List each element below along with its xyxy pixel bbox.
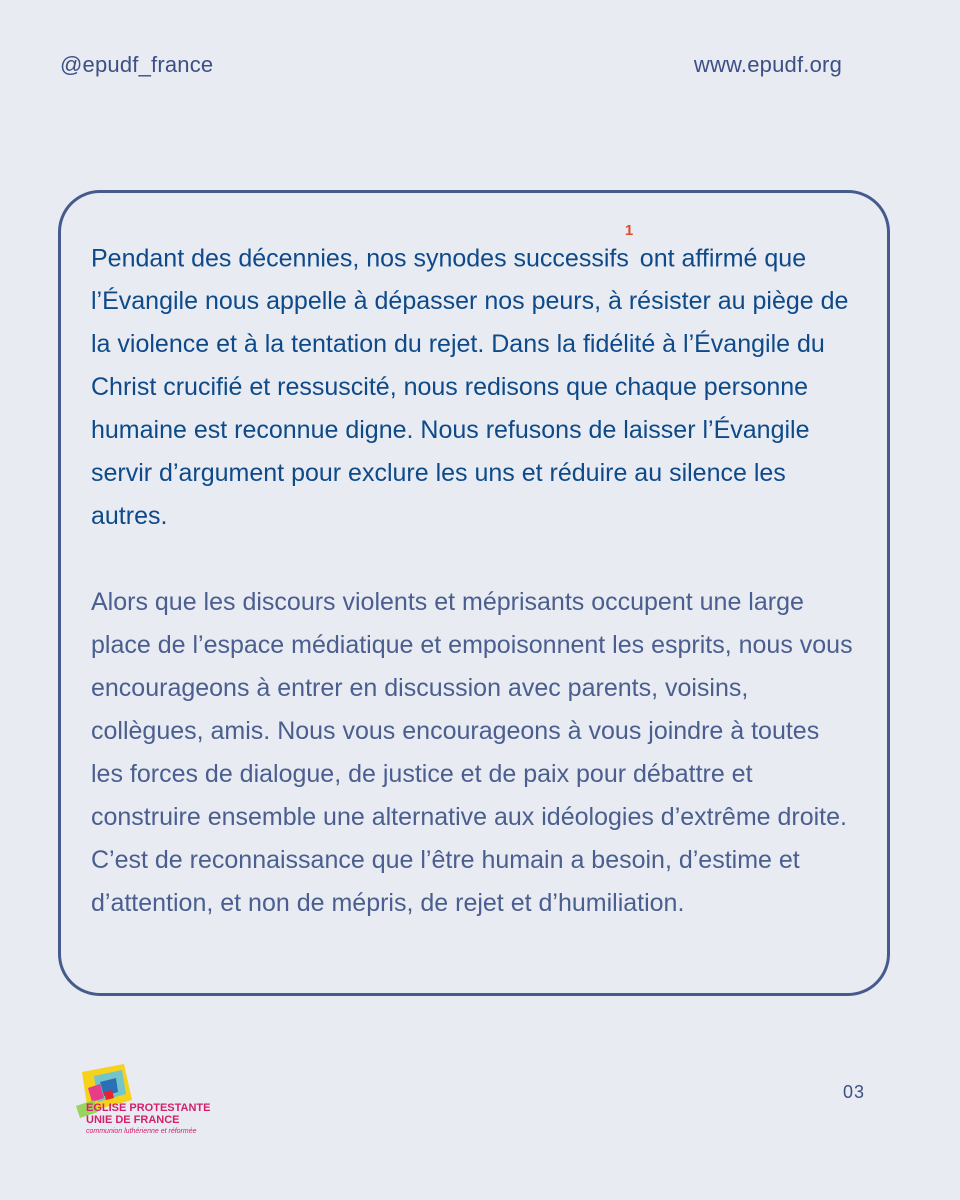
logo-line-1: EGLISE PROTESTANTE — [86, 1102, 211, 1114]
website-link[interactable]: www.epudf.org — [693, 52, 842, 77]
paragraph-1-start: Pendant des décennies, nos synodes successifs — [91, 244, 629, 273]
paragraph-1-rest: ont affirmé que l’Évangile nous appelle à dépasser nos peurs, à résister au piège de la violence et à la tentation du rejet. Dans la fidélité à l’Évangile du Christ crucifié et ressuscité, nous redisons que chaque personne humaine est reconnue digne. Nous refusons de laisser l’Évangile servir d’argument pour exclure les uns et réduire au silence les autres. — [91, 244, 849, 531]
text-card — [58, 190, 890, 996]
page-number: 03 — [842, 1082, 865, 1102]
logo-line-3: communion luthérienne et réformée — [86, 1128, 197, 1135]
social-handle: @epudf_france — [60, 52, 214, 77]
paragraph-2: Alors que les discours violents et méprisants occupent une large place de l’espace médiatique et empoisonnent les esprits, nous vous encourageons à entrer en discussion avec parents, voisins, collègues, amis. Nous vous encourageons à vous joindre à toutes les forces de dialogue, de justice et de paix pour débattre et construire ensemble une alternative aux idéologies d’extrême droite. C’est de reconnaissance que l’être humain a besoin, d’estime et d’attention, et non de mépris, de rejet et d’humiliation. — [91, 588, 853, 918]
paragraph-1 — [91, 222, 857, 538]
logo-line-2: UNIE DE FRANCE — [86, 1114, 180, 1126]
footnote-marker[interactable]: 1 — [624, 222, 634, 239]
logo-text — [86, 1102, 210, 1138]
